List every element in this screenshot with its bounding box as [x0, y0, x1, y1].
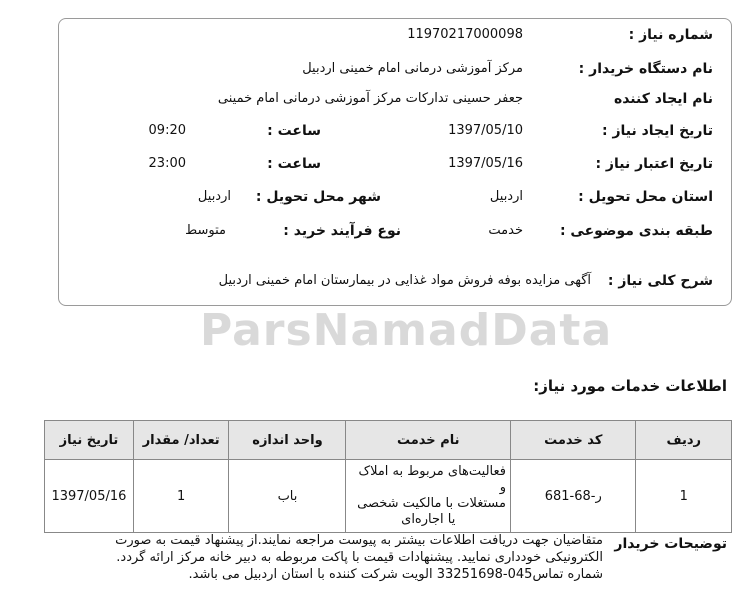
city-label: شهر محل تحویل :: [255, 189, 381, 205]
valid-time-value: 23:00: [148, 156, 186, 171]
created-time-value: 09:20: [148, 123, 186, 138]
buyer-org-row: [59, 61, 731, 89]
buyer-notes-label: توضیحات خریدار: [614, 536, 727, 552]
created-date-row: [59, 123, 731, 151]
service-name-line: فعالیت‌های مربوط به املاک و: [358, 464, 506, 495]
service-name-line: یا اجاره‌ای: [401, 512, 456, 527]
need-number-label: شماره نیاز :: [628, 27, 713, 43]
valid-time-label: ساعت :: [267, 156, 321, 172]
header-service-code: کد خدمت: [511, 421, 636, 460]
category-value: خدمت: [488, 223, 523, 238]
need-number-value: 11970217000098: [407, 27, 523, 42]
created-date-label: تاریخ ایجاد نیاز :: [601, 123, 713, 139]
buyer-org-label: نام دستگاه خریدار :: [578, 61, 713, 77]
province-value: اردبیل: [489, 189, 523, 204]
cell-service-name: [346, 460, 511, 533]
province-label: استان محل تحویل :: [578, 189, 713, 205]
cell-service-code: ر-68-681: [511, 460, 636, 533]
cell-need-date: 1397/05/16: [45, 460, 134, 533]
table-row: [45, 460, 732, 533]
summary-value: آگهی مزایده بوفه فروش مواد غذایی در بیمارستان امام خمینی اردبیل: [218, 273, 591, 288]
creator-row: [59, 91, 731, 119]
header-service-name: نام خدمت: [346, 421, 511, 460]
summary-label: شرح کلی نیاز :: [607, 273, 713, 289]
need-number-row: [59, 27, 731, 55]
service-name-line: مستغلات با مالکیت شخصی: [357, 496, 506, 511]
creator-label: نام ایجاد کننده: [613, 91, 713, 107]
header-unit: واحد اندازه: [229, 421, 346, 460]
process-label: نوع فرآیند خرید :: [283, 223, 401, 239]
created-date-value: 1397/05/10: [448, 123, 523, 138]
valid-date-label: تاریخ اعتبار نیاز :: [595, 156, 713, 172]
creator-value: جعفر حسینی تدارکات مرکز آموزشی درمانی امام خمینی: [217, 91, 523, 106]
cell-unit: باب: [229, 460, 346, 533]
buyer-notes-text: [43, 532, 603, 583]
header-quantity: تعداد/ مقدار: [133, 421, 229, 460]
watermark-text: ParsNamadData: [200, 305, 613, 356]
notes-line: الکترونیکی خودداری نمایید. پیشنهادات قیمت با پاکت مربوطه به دبیر خانه مرکز ارائه گردد.: [116, 550, 603, 565]
summary-row: [59, 273, 731, 301]
need-info-box: [58, 18, 732, 306]
city-value: اردبیل: [197, 189, 231, 204]
category-label: طبقه بندی موضوعی :: [559, 223, 713, 239]
province-row: [59, 189, 731, 217]
valid-date-row: [59, 156, 731, 184]
header-need-date: تاریخ نیاز: [45, 421, 134, 460]
created-time-label: ساعت :: [267, 123, 321, 139]
cell-row-number: 1: [636, 460, 732, 533]
header-row-number: ردیف: [636, 421, 732, 460]
process-value: متوسط: [185, 223, 226, 238]
notes-line: متقاضیان جهت دریافت اطلاعات بیشتر به پیوست مراجعه نمایند.از پیشنهاد قیمت به صورت: [115, 533, 603, 548]
buyer-org-value: مرکز آموزشی درمانی امام خمینی اردبیل: [302, 61, 523, 76]
category-row: [59, 223, 731, 251]
services-section-title: اطلاعات خدمات مورد نیاز:: [533, 377, 727, 395]
services-header-row: [45, 421, 732, 460]
notes-line: شماره تماس045-33251698 الویت شرکت کننده با استان اردبیل می باشد.: [188, 567, 603, 582]
valid-date-value: 1397/05/16: [448, 156, 523, 171]
services-table: [44, 420, 732, 533]
cell-quantity: 1: [133, 460, 229, 533]
